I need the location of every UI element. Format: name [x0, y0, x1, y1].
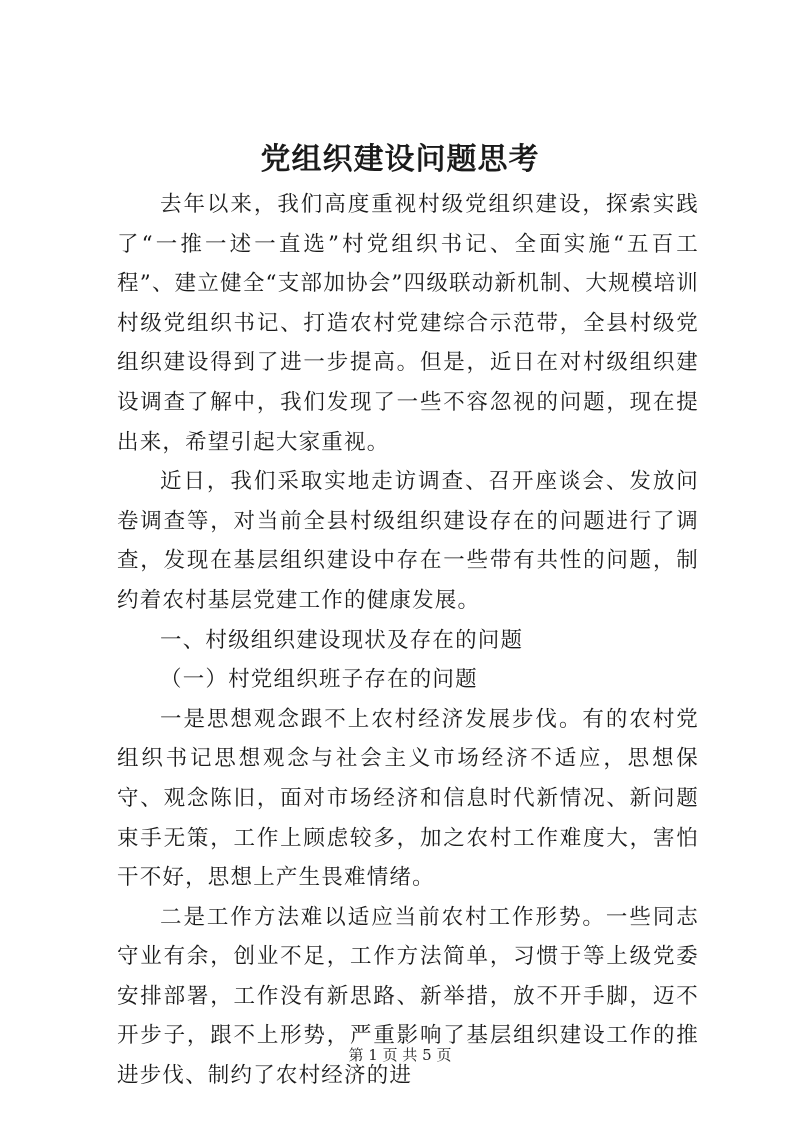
document-title: 党组织建设问题思考 — [260, 142, 540, 177]
paragraph-point-1: 一是思想观念跟不上农村经济发展步伐。有的农村党组织书记思想观念与社会主义市场经济不适应，思想保守、观念陈旧，面对市场经济和信息时代新情况、新问题束手无策，工作上顾虑较多，加之农村工作难度大，害怕干不好，思想上产生畏难情绪。 — [117, 706, 699, 891]
section-heading-1: 一、村级组织建设现状及存在的问题 — [160, 627, 524, 653]
subsection-heading-1: （一）村党组织班子存在的问题 — [160, 667, 478, 693]
paragraph-survey: 近日，我们采取实地走访调查、召开座谈会、发放问卷调查等，对当前全县村级组织建设存在的问题进行了调查，发现在基层组织建设中存在一些带有共性的问题，制约着农村基层党建工作的健康发展。 — [117, 469, 699, 613]
paragraph-point-2: 二是工作方法难以适应当前农村工作形势。一些同志守业有余，创业不足，工作方法简单，习惯于等上级党委安排部署，工作没有新思路、新举措，放不开手脚，迈不开步子，跟不上形势，严重影响了基层组织建设工作的推进步伐、制约了农村经济的进 — [117, 904, 699, 1089]
document-body — [117, 185, 699, 1096]
paragraph-intro: 去年以来，我们高度重视村级党组织建设，探索实践了“一推一述一直选”村党组织书记、全面实施“五百工程”、建立健全“支部加协会”四级联动新机制、大规模培训村级党组织书记、打造农村党建综合示范带，全县村级党组织建设得到了进一步提高。但是，近日在对村级组织建设调查了解中，我们发现了一些不容忽视的问题，现在提出来，希望引起大家重视。 — [117, 192, 699, 455]
page-number-footer: 第 1 页 共 5 页 — [348, 1046, 452, 1064]
